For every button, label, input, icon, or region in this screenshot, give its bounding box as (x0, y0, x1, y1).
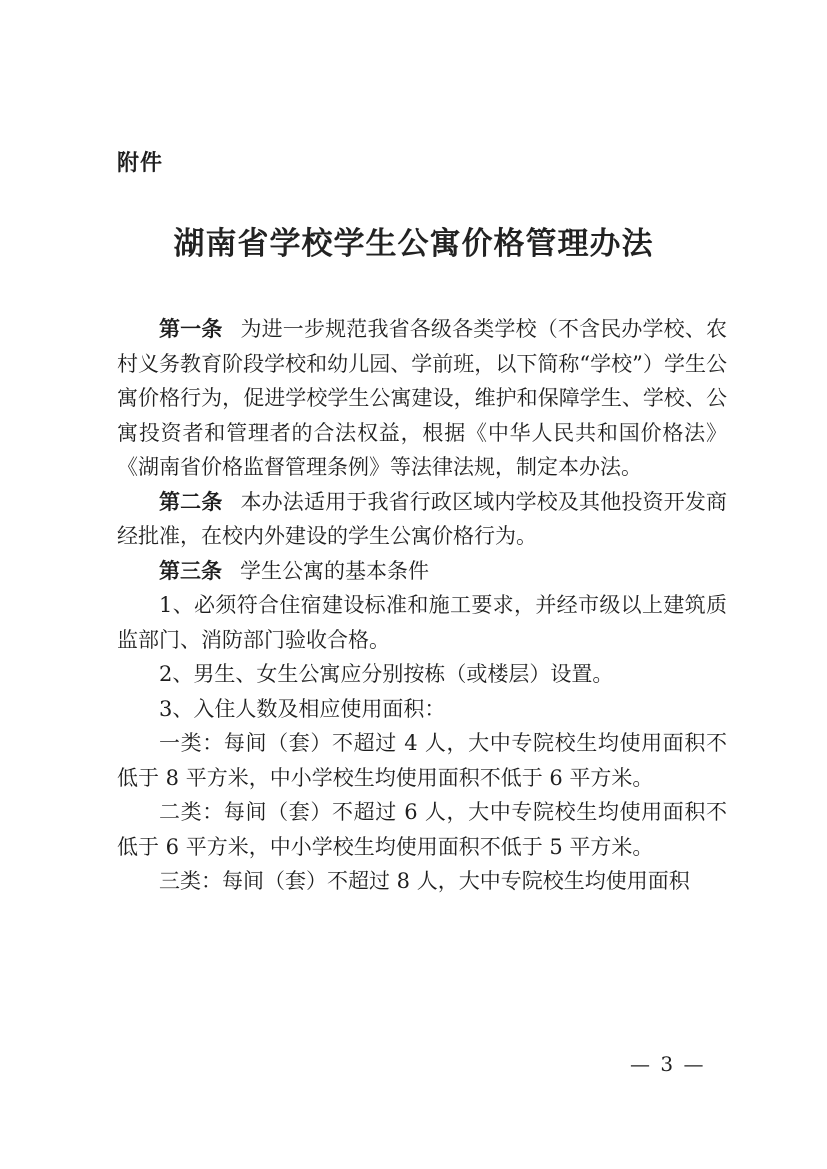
paragraph-text: 2、男生、女生公寓应分别按栋（或楼层）设置。 (159, 662, 614, 686)
paragraph-item-3 (117, 692, 727, 727)
paragraph-text: 三类：每间（套）不超过 8 人，大中专院校生均使用面积 (159, 869, 690, 893)
paragraph-text: 3、入住人数及相应使用面积： (159, 696, 446, 721)
paragraph-text: 二类：每间（套）不超过 6 人，大中专院校生均使用面积不低于 6 平方米，中小学校生均使用面积不低于 5 平方米。 (117, 800, 727, 859)
article-label: 第二条 (159, 489, 223, 514)
paragraph-class-1 (117, 726, 727, 795)
paragraph-text: 为进一步规范我省各级各类学校（不含民办学校、农村义务教育阶段学校和幼儿园、学前班，以下简称“学校”）学生公寓价格行为，促进学校学生公寓建设，维护和保障学生、学校、公寓投资者和管理者的合法权益，根据《中华人民共和国价格法》《湖南省价格监督管理条例》等法律法规，制定本办法。 (117, 317, 728, 479)
paragraph-article-2 (117, 485, 727, 554)
page-number: — 3 — (630, 1052, 706, 1076)
paragraph-item-1 (117, 588, 727, 657)
paragraph-item-2 (117, 657, 727, 692)
paragraph-text: 学生公寓的基本条件 (240, 558, 429, 583)
paragraph-class-2 (117, 795, 727, 864)
paragraph-text: 1、必须符合住宿建设标准和施工要求，并经市级以上建筑质监部门、消防部门验收合格。 (117, 593, 727, 652)
document-title: 湖南省学校学生公寓价格管理办法 (173, 226, 654, 262)
attachment-label: 附件 (117, 151, 164, 176)
article-label: 第一条 (159, 317, 223, 341)
paragraph-class-3 (117, 864, 727, 899)
paragraph-article-1 (117, 312, 727, 485)
document-body (117, 312, 727, 899)
article-label: 第三条 (159, 558, 222, 583)
paragraph-article-3 (117, 554, 727, 589)
paragraph-text: 一类：每间（套）不超过 4 人，大中专院校生均使用面积不低于 8 平方米，中小学校生均使用面积不低于 6 平方米。 (117, 731, 727, 790)
paragraph-text: 本办法适用于我省行政区域内学校及其他投资开发商经批准，在校内外建设的学生公寓价格行为。 (117, 489, 728, 548)
